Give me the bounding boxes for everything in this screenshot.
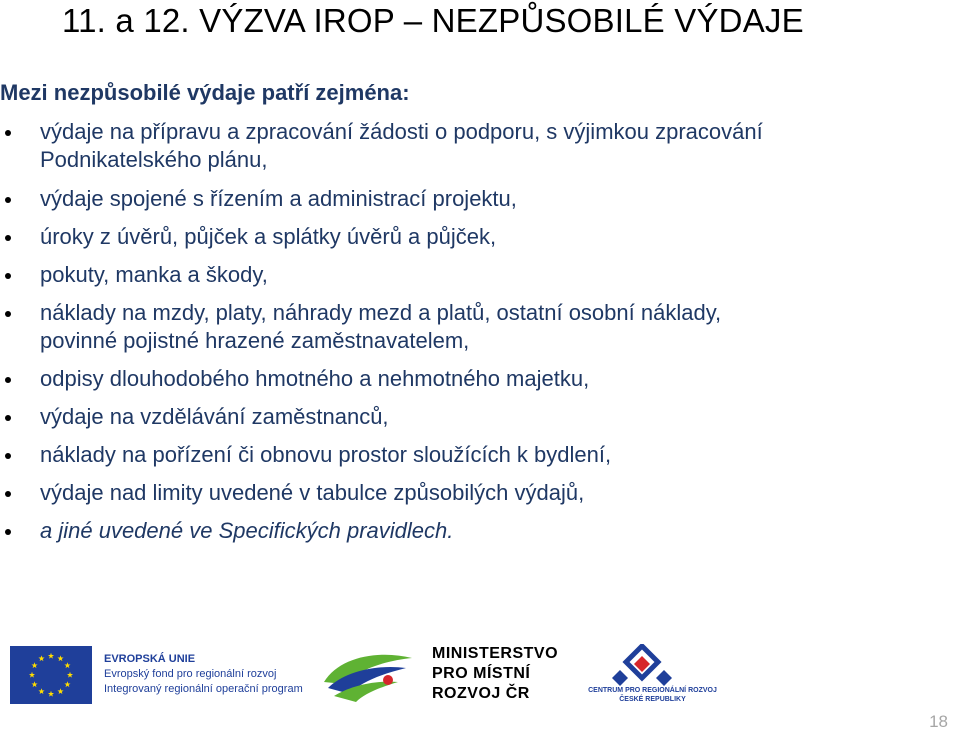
mmr-logo-text xyxy=(432,644,558,704)
bullet-item: výdaje nad limity uvedené v tabulce způsobilých výdajů, xyxy=(0,479,960,507)
bullet-item: výdaje spojené s řízením a administrací projektu, xyxy=(0,185,960,213)
crr-line-1: CENTRUM PRO REGIONÁLNÍ ROZVOJ xyxy=(588,687,717,694)
eu-line-2: Evropský fond pro regionální rozvoj xyxy=(104,668,277,680)
mmr-logo-icon xyxy=(320,648,416,704)
logo-footer xyxy=(0,640,960,710)
bullet-item xyxy=(0,299,960,355)
bullet-item: pokuty, manka a škody, xyxy=(0,261,960,289)
bullet-item: výdaje na vzdělávání zaměstnanců, xyxy=(0,403,960,431)
crr-line-2: ČESKÉ REPUBLIKY xyxy=(619,696,686,703)
bullet-list xyxy=(0,118,960,555)
bullet-item: náklady na pořízení či obnovu prostor sloužících k bydlení, xyxy=(0,441,960,469)
bullet-item: odpisy dlouhodobého hmotného a nehmotného majetku, xyxy=(0,365,960,393)
eu-line-1: EVROPSKÁ UNIE xyxy=(104,653,196,665)
lead-text: Mezi nezpůsobilé výdaje patří zejména: xyxy=(0,80,410,105)
eu-logo-text xyxy=(104,652,303,697)
bullet-text: povinné pojistné hrazené zaměstnavatelem, xyxy=(40,328,470,353)
bullet-text: náklady na mzdy, platy, náhrady mezd a platů, ostatní osobní náklady, xyxy=(40,300,722,325)
crr-logo-text xyxy=(580,686,725,704)
mmr-line-2: PRO MÍSTNÍ xyxy=(432,665,531,682)
eu-flag-icon xyxy=(10,646,92,704)
bullet-item xyxy=(0,118,960,174)
slide-title: 11. a 12. VÝZVA IROP – NEZPŮSOBILÉ VÝDAJE xyxy=(62,2,804,39)
bullet-text: výdaje na přípravu a zpracování žádosti o podporu, s výjimkou zpracování xyxy=(40,119,763,144)
bullet-item: úroky z úvěrů, půjček a splátky úvěrů a půjček, xyxy=(0,223,960,251)
bullet-item: a jiné uvedené ve Specifických pravidlech. xyxy=(0,517,960,545)
mmr-line-1: MINISTERSTVO xyxy=(432,645,559,662)
crr-logo-icon xyxy=(606,644,678,688)
page-number: 18 xyxy=(929,712,948,731)
eu-line-3: Integrovaný regionální operační program xyxy=(104,683,303,695)
mmr-line-3: ROZVOJ ČR xyxy=(432,685,530,702)
bullet-text: Podnikatelského plánu, xyxy=(40,147,268,172)
